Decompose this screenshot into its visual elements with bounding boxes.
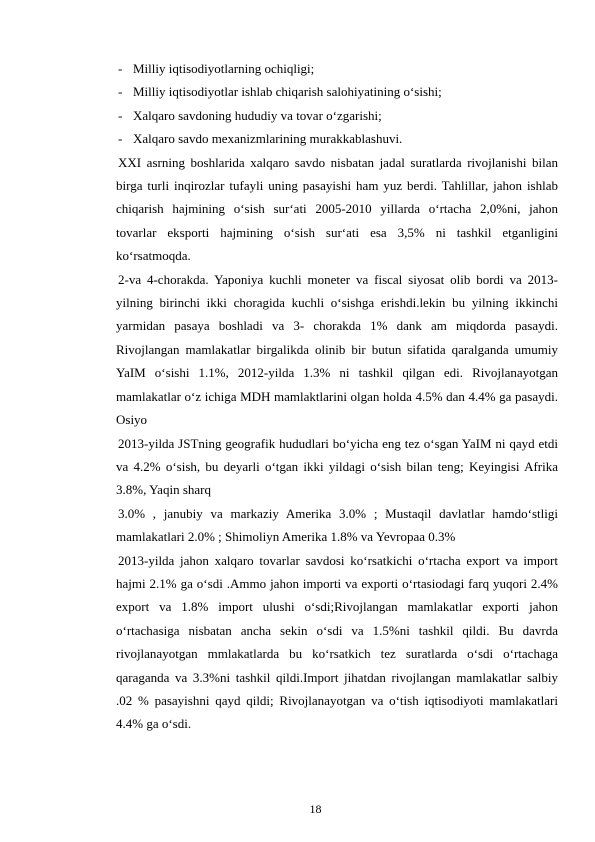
bullet-item — [116, 127, 558, 150]
paragraph: 2013-yilda jahon xalqaro tovarlar savdosi ko‘rsatkichi o‘rtacha export va import hajmi 2.1% ga o‘sdi .Ammo jahon importi va exporti o‘rtasiodagi farq yuqori 2.4% export va 1.8% import ulushi o‘sdi;Rivojlangan mamlakatlar exporti jahon o‘rtachasiga nisbatan ancha sekin o‘sdi va 1.5%ni tashkil qildi. Bu davrda rivojlanayotgan mmlakatlarda bu ko‘rsatkich tez suratlarda o‘sdi o‘rtachaga qaraganda va 3.3%ni tashkil qildi.Import jihatdan rivojlangan mamlakatlar salbiy .02 % pasayishni qayd qildi; Rivojlanayotgan va o‘tish iqtisodiyoti mamlakatlari 4.4% ga o‘sdi. — [116, 552, 558, 732]
paragraph: XXI asrning boshlarida xalqaro savdo nisbatan jadal suratlarda rivojlanishi bilan birga turli inqirozlar tufayli uning pasayishi ham yuz berdi. Tahlillar, jahon ishlab chiqarish hajmining o‘sish sur‘ati 2005-2010 yillarda o‘rtacha 2,0%ni, jahon tovarlar eksporti hajmining o‘sish sur‘ati esa 3,5% ni tashkil etganligini ko‘rsatmoqda. — [116, 154, 558, 264]
bullet-text: Xalqaro savdo mexanizmlarining murakkablashuvi. — [133, 131, 403, 147]
bullet-dash: - — [118, 84, 123, 100]
bullet-dash: - — [118, 61, 123, 76]
page-number: 18 — [309, 802, 322, 816]
bullet-text: Xalqaro savdoning hududiy va tovar o‘zgarishi; — [133, 107, 382, 123]
bullet-list — [116, 57, 558, 151]
bullet-dash: - — [118, 131, 123, 147]
bullet-item — [116, 57, 558, 80]
bullet-text: Milliy iqtisodiyotlar ishlab chiqarish salohiyatining o‘sishi; — [133, 84, 442, 100]
paragraph: 3.0% , janubiy va markaziy Amerika 3.0% ; Mustaqil davlatlar hamdo‘stligi mamlakatlari 2.0% ; Shimoliyn Amerika 1.8% va Yevropaa 0.3% — [116, 505, 558, 545]
bullet-text: Milliy iqtisodiyotlarning ochiqligi; — [133, 61, 315, 76]
bullet-item — [116, 80, 558, 103]
page-content — [116, 57, 558, 736]
paragraph: 2013-yilda JSTning geografik hududlari bo‘yicha eng tez o‘sgan YaIM ni qayd etdi va 4.2% o‘sish, bu deyarli o‘tgan ikki yildagi o‘sish bilan teng; Keyingisi Afrika 3.8%, Yaqin sharq — [116, 435, 558, 498]
paragraph: 2-va 4-chorakda. Yaponiya kuchli moneter va fiscal siyosat olib bordi va 2013-yilning birinchi ikki choragida kuchli o‘sishga erishdi.lekin bu yilning ikkinchi yarmidan pasaya boshladi va 3- chorakda 1% dank am miqdorda pasaydi. Rivojlangan mamlakatlar birgalikda olinib bir butun sifatida qaralganda umumiy YaIM o‘sishi 1.1%, 2012-yilda 1.3% ni tashkil qilgan edi. Rivojlanayotgan mamlakatlar o‘z ichiga MDH mamlaktlarini olgan holda 4.5% dan 4.4% ga pasaydi. Osiyo — [116, 271, 558, 428]
bullet-item — [116, 104, 558, 127]
bullet-dash: - — [118, 107, 123, 123]
